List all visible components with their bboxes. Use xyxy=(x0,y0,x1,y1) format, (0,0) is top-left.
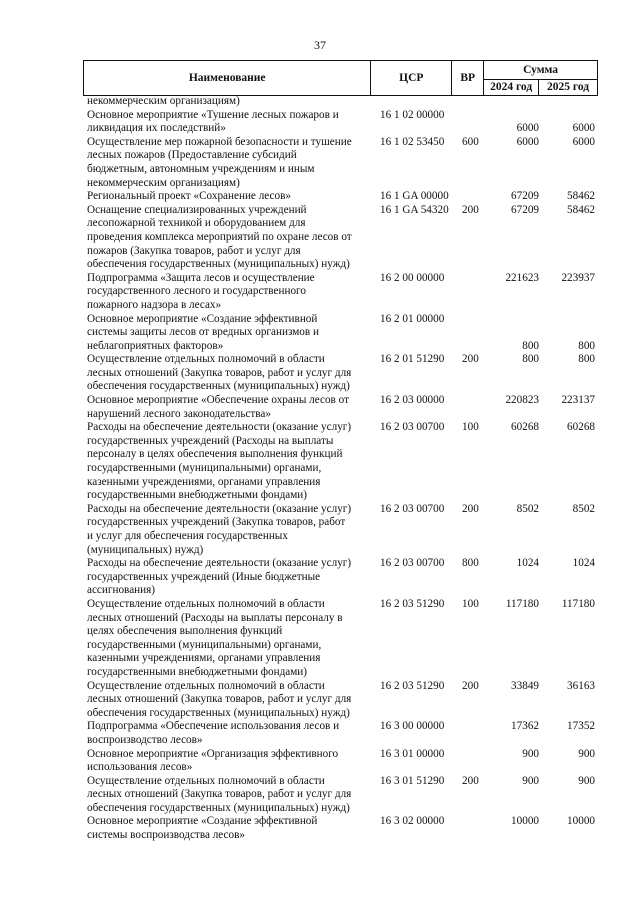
row-sum-2024: 67209 xyxy=(511,190,539,203)
row-sum-2025: 8502 xyxy=(572,502,595,515)
row-name-line: Расходы на обеспечение деятельности (оказание услуг) xyxy=(87,557,352,570)
row-name-line: и услуг для обеспечения государственных xyxy=(87,530,288,542)
row-vr: 100 xyxy=(462,421,479,434)
row-name-line: системы воспроизводства лесов» xyxy=(87,829,245,842)
row-name-line: проведения комплекса мероприятий по охране лесов от xyxy=(87,230,352,243)
row-name-line: Осуществление отдельных полномочий в области xyxy=(87,679,325,692)
row-name-line: Подпрограмма «Обеспечение использования лесов и xyxy=(87,720,340,733)
row-name xyxy=(87,313,377,354)
row-name-line: пожарного надзора в лесах» xyxy=(87,298,222,311)
row-name-line: Осуществление отдельных полномочий в области xyxy=(87,597,325,610)
row-name-line: Основное мероприятие «Обеспечение охраны лесов от xyxy=(87,394,349,407)
row-name xyxy=(87,748,377,775)
header-vr: ВР xyxy=(452,61,484,96)
row-name-line: лесных отношений (Закупка товаров, работ и услуг для xyxy=(87,788,352,801)
row-csr: 16 3 02 00000 xyxy=(380,815,445,828)
row-sum-2025: 900 xyxy=(578,747,595,760)
row-csr: 16 1 GA 00000 xyxy=(380,190,449,203)
row-name-line: Региональный проект «Сохранение лесов» xyxy=(87,190,291,203)
row-name-line: обеспечения государственных (муниципальных) нужд) xyxy=(87,258,350,271)
row-csr: 16 2 03 51290 xyxy=(380,597,445,610)
row-vr: 800 xyxy=(462,557,479,570)
row-name-line: персоналу в целях обеспечения выполнения функций xyxy=(87,448,343,461)
row-name xyxy=(87,775,377,816)
table-row xyxy=(87,748,602,775)
row-sum-2024: 6000 xyxy=(516,122,539,135)
row-name-line: государственных учреждений (Закупка товаров, работ xyxy=(87,516,346,529)
row-name-line: Подпрограмма «Защита лесов и осуществление xyxy=(87,271,315,284)
row-csr: 16 2 01 51290 xyxy=(380,353,445,366)
table-row xyxy=(87,503,602,557)
row-name-line: лесных отношений (Закупка товаров, работ и услуг для xyxy=(87,366,352,379)
row-csr: 16 3 01 51290 xyxy=(380,774,445,787)
row-name xyxy=(87,190,377,204)
row-name-line: воспроизводство лесов» xyxy=(87,733,203,746)
row-name-line: Расходы на обеспечение деятельности (оказание услуг) xyxy=(87,421,352,434)
row-name-line: Оснащение специализированных учреждений xyxy=(87,203,307,216)
row-sum-2024: 1024 xyxy=(516,557,539,570)
row-csr: 16 2 03 51290 xyxy=(380,679,445,692)
row-sum-2024: 800 xyxy=(522,339,539,352)
table-body xyxy=(87,95,602,843)
table-row xyxy=(87,421,602,503)
row-name xyxy=(87,136,377,190)
row-name xyxy=(87,394,377,421)
table-row xyxy=(87,394,602,421)
table-row xyxy=(87,720,602,747)
table-row xyxy=(87,353,602,394)
table-row xyxy=(87,95,602,109)
row-name-line: Осуществление отдельных полномочий в области xyxy=(87,353,325,366)
row-name xyxy=(87,109,377,136)
row-sum-2024: 221623 xyxy=(505,271,539,284)
table-row xyxy=(87,136,602,190)
row-name-line: государственного лесного и государственного xyxy=(87,285,306,298)
table-row xyxy=(87,190,602,204)
row-csr: 16 1 02 53450 xyxy=(380,135,445,148)
row-name-line: государственных учреждений (Иные бюджетные xyxy=(87,570,321,583)
row-name-line: (муниципальных) нужд) xyxy=(87,543,204,556)
row-name-line: бюджетным, автономным учреждениям и иным xyxy=(87,162,315,175)
row-name-line: казенными учреждениями, органами управления xyxy=(87,475,321,488)
row-name-line: Основное мероприятие «Создание эффективной xyxy=(87,815,318,828)
row-name-line: целях обеспечения выполнения функций xyxy=(87,625,283,638)
table-row xyxy=(87,204,602,272)
row-name-line: обеспечения государственных (муниципальных) нужд) xyxy=(87,380,350,393)
row-name-line: неблагоприятных факторов» xyxy=(87,339,224,352)
row-name-line: государственными (муниципальными) органами, xyxy=(87,638,322,651)
header-2025: 2025 год xyxy=(539,80,598,96)
row-name-line: Основное мероприятие «Тушение лесных пожаров и xyxy=(87,108,339,121)
row-sum-2024: 900 xyxy=(522,774,539,787)
row-vr: 200 xyxy=(462,203,479,216)
row-sum-2025: 900 xyxy=(578,774,595,787)
row-name xyxy=(87,815,377,842)
row-sum-2025: 17352 xyxy=(567,720,595,733)
row-vr: 200 xyxy=(462,353,479,366)
row-name xyxy=(87,353,377,394)
row-sum-2024: 117180 xyxy=(505,597,539,610)
row-name-line: некоммерческим организациям) xyxy=(87,95,240,107)
table-row xyxy=(87,775,602,816)
row-sum-2025: 6000 xyxy=(572,135,595,148)
row-sum-2025: 800 xyxy=(578,353,595,366)
row-name-line: Осуществление мер пожарной безопасности и тушение xyxy=(87,135,352,148)
row-name-line: пожаров (Закупка товаров, работ и услуг для xyxy=(87,244,301,257)
row-name xyxy=(87,421,377,503)
row-sum-2024: 67209 xyxy=(511,203,539,216)
row-name-line: обеспечения государственных (муниципальных) нужд) xyxy=(87,706,350,719)
row-vr: 600 xyxy=(462,135,479,148)
table-header xyxy=(83,60,598,96)
row-sum-2025: 223937 xyxy=(561,271,595,284)
row-sum-2025: 36163 xyxy=(567,679,595,692)
row-csr: 16 2 03 00700 xyxy=(380,421,445,434)
row-name-line: государственными внебюджетными фондами) xyxy=(87,489,308,502)
row-csr: 16 1 02 00000 xyxy=(380,108,445,121)
row-sum-2025: 6000 xyxy=(572,122,595,135)
row-sum-2025: 60268 xyxy=(567,421,595,434)
row-sum-2025: 800 xyxy=(578,339,595,352)
header-name: Наименование xyxy=(84,61,371,96)
table-row xyxy=(87,272,602,313)
row-name xyxy=(87,204,377,272)
row-sum-2025: 58462 xyxy=(567,190,595,203)
row-name-line: Осуществление отдельных полномочий в области xyxy=(87,774,325,787)
row-name-line: использования лесов» xyxy=(87,761,193,774)
row-vr: 200 xyxy=(462,679,479,692)
row-name-line: лесных отношений (Расходы на выплаты персоналу в xyxy=(87,611,343,624)
row-csr: 16 3 01 00000 xyxy=(380,747,445,760)
header-sum: Сумма xyxy=(484,61,598,80)
row-name-line: нарушений лесного законодательства» xyxy=(87,407,271,420)
row-name-line: некоммерческим организациям) xyxy=(87,176,240,189)
row-name-line: государственных учреждений (Расходы на выплаты xyxy=(87,434,334,447)
table-row xyxy=(87,680,602,721)
row-csr: 16 2 03 00700 xyxy=(380,502,445,515)
row-sum-2024: 60268 xyxy=(511,421,539,434)
row-name-line: ассигнования) xyxy=(87,584,155,597)
row-sum-2024: 17362 xyxy=(511,720,539,733)
row-name xyxy=(87,272,377,313)
row-csr: 16 3 00 00000 xyxy=(380,720,445,733)
row-name-line: лесных пожаров (Предоставление субсидий xyxy=(87,149,297,162)
row-name-line: обеспечения государственных (муниципальных) нужд) xyxy=(87,801,350,814)
row-sum-2024: 800 xyxy=(522,353,539,366)
table-row xyxy=(87,313,602,354)
row-name-line: системы защиты лесов от вредных организмов и xyxy=(87,326,319,339)
row-sum-2025: 117180 xyxy=(561,597,595,610)
row-vr: 100 xyxy=(462,597,479,610)
row-name-line: лесопожарной техникой и оборудованием для xyxy=(87,217,306,230)
row-sum-2025: 223137 xyxy=(561,394,595,407)
row-name xyxy=(87,598,377,680)
row-csr: 16 2 03 00000 xyxy=(380,394,445,407)
row-name-line: государственными (муниципальными) органами, xyxy=(87,462,322,475)
row-name-line: ликвидация их последствий» xyxy=(87,122,226,135)
row-name-line: Расходы на обеспечение деятельности (оказание услуг) xyxy=(87,502,352,515)
row-sum-2024: 220823 xyxy=(505,394,539,407)
table-row xyxy=(87,815,602,842)
row-sum-2024: 10000 xyxy=(511,815,539,828)
row-csr: 16 1 GA 54320 xyxy=(380,203,449,216)
row-name xyxy=(87,557,377,598)
row-name-line: казенными учреждениями, органами управления xyxy=(87,652,321,665)
row-name xyxy=(87,503,377,557)
row-name-line: Основное мероприятие «Организация эффективного xyxy=(87,747,339,760)
table-row xyxy=(87,598,602,680)
row-sum-2024: 900 xyxy=(522,747,539,760)
table-row xyxy=(87,557,602,598)
row-sum-2025: 58462 xyxy=(567,203,595,216)
row-name-line: лесных отношений (Закупка товаров, работ и услуг для xyxy=(87,693,352,706)
row-sum-2024: 6000 xyxy=(516,135,539,148)
row-sum-2025: 10000 xyxy=(567,815,595,828)
row-name-line: государственными внебюджетными фондами) xyxy=(87,665,308,678)
row-sum-2025: 1024 xyxy=(572,557,595,570)
row-name xyxy=(87,720,377,747)
row-vr: 200 xyxy=(462,774,479,787)
row-sum-2024: 8502 xyxy=(516,502,539,515)
row-csr: 16 2 00 00000 xyxy=(380,271,445,284)
page-number: 37 xyxy=(314,38,326,52)
row-csr: 16 2 03 00700 xyxy=(380,557,445,570)
row-sum-2024: 33849 xyxy=(511,679,539,692)
header-csr: ЦСР xyxy=(371,61,452,96)
row-vr: 200 xyxy=(462,502,479,515)
row-name xyxy=(87,680,377,721)
header-2024: 2024 год xyxy=(484,80,539,96)
row-csr: 16 2 01 00000 xyxy=(380,312,445,325)
table-row xyxy=(87,109,602,136)
row-name-line: Основное мероприятие «Создание эффективной xyxy=(87,312,318,325)
row-name xyxy=(87,95,377,109)
